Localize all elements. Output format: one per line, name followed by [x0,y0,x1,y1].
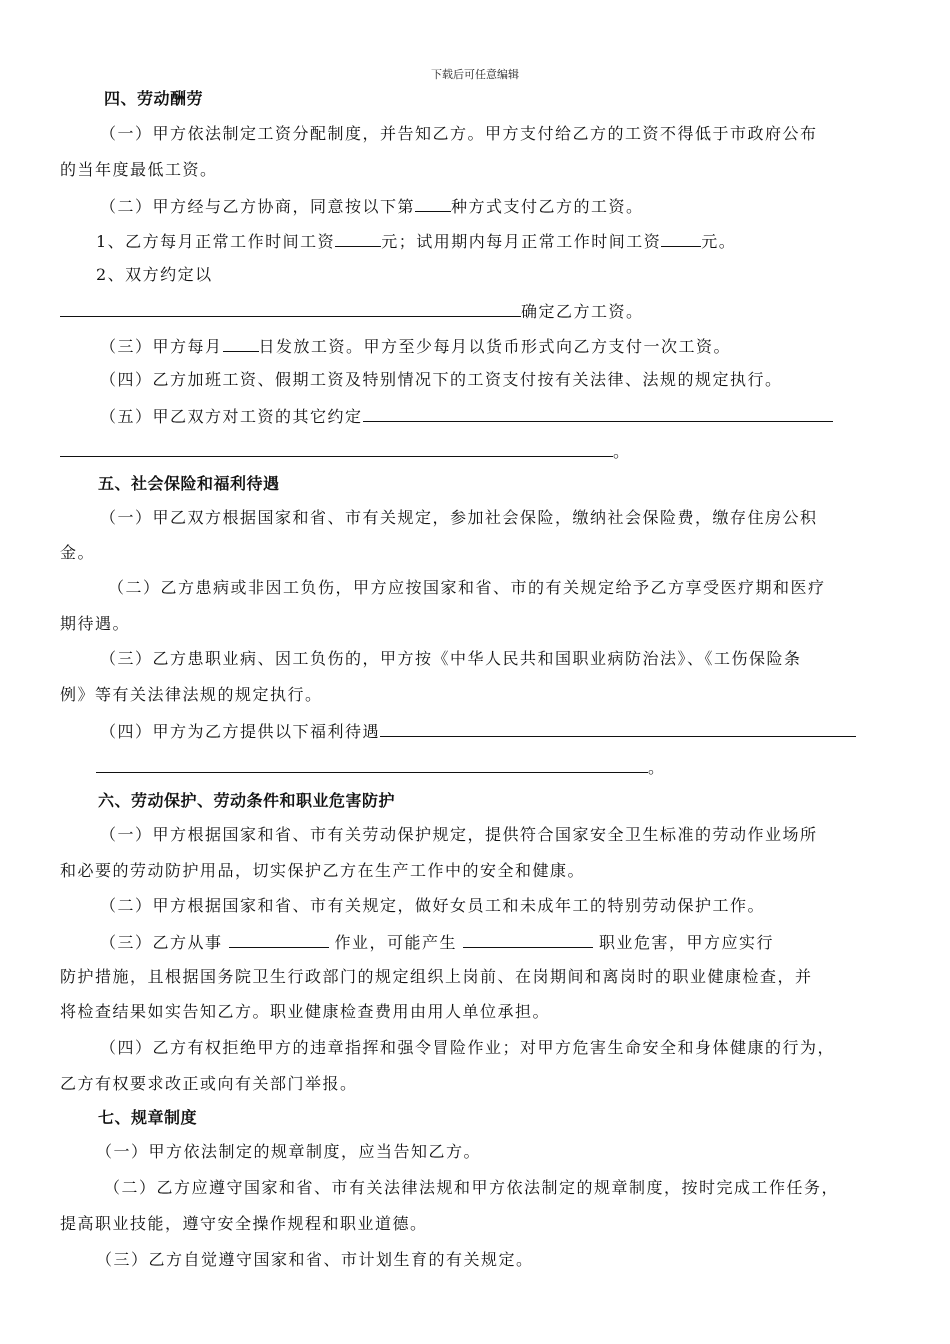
blank-other-wage-terms-2[interactable] [60,439,613,457]
s7-p2-line2: 提高职业技能，遵守安全操作规程和职业道德。 [60,1214,428,1233]
s5-p3-line2: 例》等有关法律法规的规定执行。 [60,685,323,704]
s5-p4-end: 。 [648,758,666,777]
s7-p3: （三）乙方自觉遵守国家和省、市计划生育的有关规定。 [96,1250,534,1269]
s5-p1-line2: 金。 [60,543,96,562]
section-5-title: 五、社会保险和福利待遇 [98,474,280,493]
s6-p4-line2: 乙方有权要求改正或向有关部门举报。 [60,1074,358,1093]
blank-monthly-wage[interactable] [335,229,381,247]
s5-p4-line2 [96,755,926,779]
s6-p1-line1: （一）甲方根据国家和省、市有关劳动保护规定，提供符合国家安全卫生标准的劳动作业场所 [100,825,818,844]
blank-welfare-2[interactable] [96,755,648,773]
s4-p2 [100,194,930,218]
s6-p3-text-a2: 作业，可能产生 [334,933,458,952]
blank-method-number[interactable] [415,194,451,212]
s4-p3-text-a: （三）甲方每月 [100,337,223,356]
s6-p4-line1: （四）乙方有权拒绝甲方的违章指挥和强令冒险作业；对甲方危害生命安全和身体健康的行为， [100,1038,836,1057]
s6-p2: （二）甲方根据国家和省、市有关规定，做好女员工和未成年工的特别劳动保护工作。 [100,896,766,915]
s4-p1-line1: （一）甲方依法制定工资分配制度，并告知乙方。甲方支付给乙方的工资不得低于市政府公布 [100,124,818,143]
s5-p3-line1: （三）乙方患职业病、因工负伤的，甲方按《中华人民共和国职业病防治法》、《工伤保险条 [100,649,802,668]
section-7-title: 七、规章制度 [98,1108,198,1127]
blank-pay-day[interactable] [223,334,259,352]
s4-item1 [96,229,926,253]
page-header-note: 下载后可任意编辑 [431,68,519,81]
s5-p2-line2: 期待遇。 [60,614,131,633]
s4-item2-line2 [60,299,890,323]
s4-p5-line2 [60,439,890,463]
s7-p2-line1: （二）乙方应遵守国家和省、市有关法律法规和甲方依法制定的规章制度，按时完成工作任务， [104,1178,840,1197]
s4-item2-end: 确定乙方工资。 [521,302,644,321]
s4-p1-line2: 的当年度最低工资。 [60,160,218,179]
s6-p3-text-a3: 职业危害，甲方应实行 [599,933,775,952]
s4-item2: 2、双方约定以 [96,265,213,284]
s4-p5 [100,404,930,428]
s6-p3-line2: 防护措施，且根据国务院卫生行政部门的规定组织上岗前、在岗期间和离岗时的职业健康检查，并 [60,967,813,986]
s4-p4: （四）乙方加班工资、假期工资及特别情况下的工资支付按有关法律、法规的规定执行。 [100,370,783,389]
s4-item1-text-c: 元。 [701,232,737,251]
s4-p3-text-b: 日发放工资。甲方至少每月以货币形式向乙方支付一次工资。 [258,337,732,356]
s5-p1-line1: （一）甲乙双方根据国家和省、市有关规定，参加社会保险，缴纳社会保险费，缴存住房公积 [100,508,818,527]
s4-p5-end: 。 [613,442,631,461]
blank-welfare[interactable] [380,719,856,737]
s5-p4-text: （四）甲方为乙方提供以下福利待遇 [100,722,381,741]
s5-p4 [100,719,930,743]
s6-p1-line2: 和必要的劳动防护用品，切实保护乙方在生产工作中的安全和健康。 [60,861,586,880]
section-4-title: 四、劳动酬劳 [104,89,204,108]
blank-wage-agreement[interactable] [60,299,521,317]
blank-other-wage-terms[interactable] [363,404,833,422]
s7-p1: （一）甲方依法制定的规章制度，应当告知乙方。 [96,1142,482,1161]
s4-p3 [100,334,930,358]
s4-p2-text-a: （二）甲方经与乙方协商，同意按以下第 [100,197,416,216]
blank-probation-wage[interactable] [661,229,701,247]
s4-item1-text-b: 元；试用期内每月正常工作时间工资 [381,232,662,251]
s5-p2-line1: （二）乙方患病或非因工负伤，甲方应按国家和省、市的有关规定给予乙方享受医疗期和医疗 [108,578,826,597]
blank-job-type[interactable] [229,930,329,948]
s6-p3-line1 [100,930,930,954]
s6-p3-text-a1: （三）乙方从事 [100,933,223,952]
section-6-title: 六、劳动保护、劳动条件和职业危害防护 [98,791,396,810]
s6-p3-line3: 将检查结果如实告知乙方。职业健康检查费用由用人单位承担。 [60,1002,551,1021]
s4-p2-text-b: 种方式支付乙方的工资。 [451,197,644,216]
blank-hazard[interactable] [463,930,593,948]
s4-item1-text-a: 1、乙方每月正常工作时间工资 [96,232,336,251]
s4-p5-text: （五）甲乙双方对工资的其它约定 [100,407,363,426]
